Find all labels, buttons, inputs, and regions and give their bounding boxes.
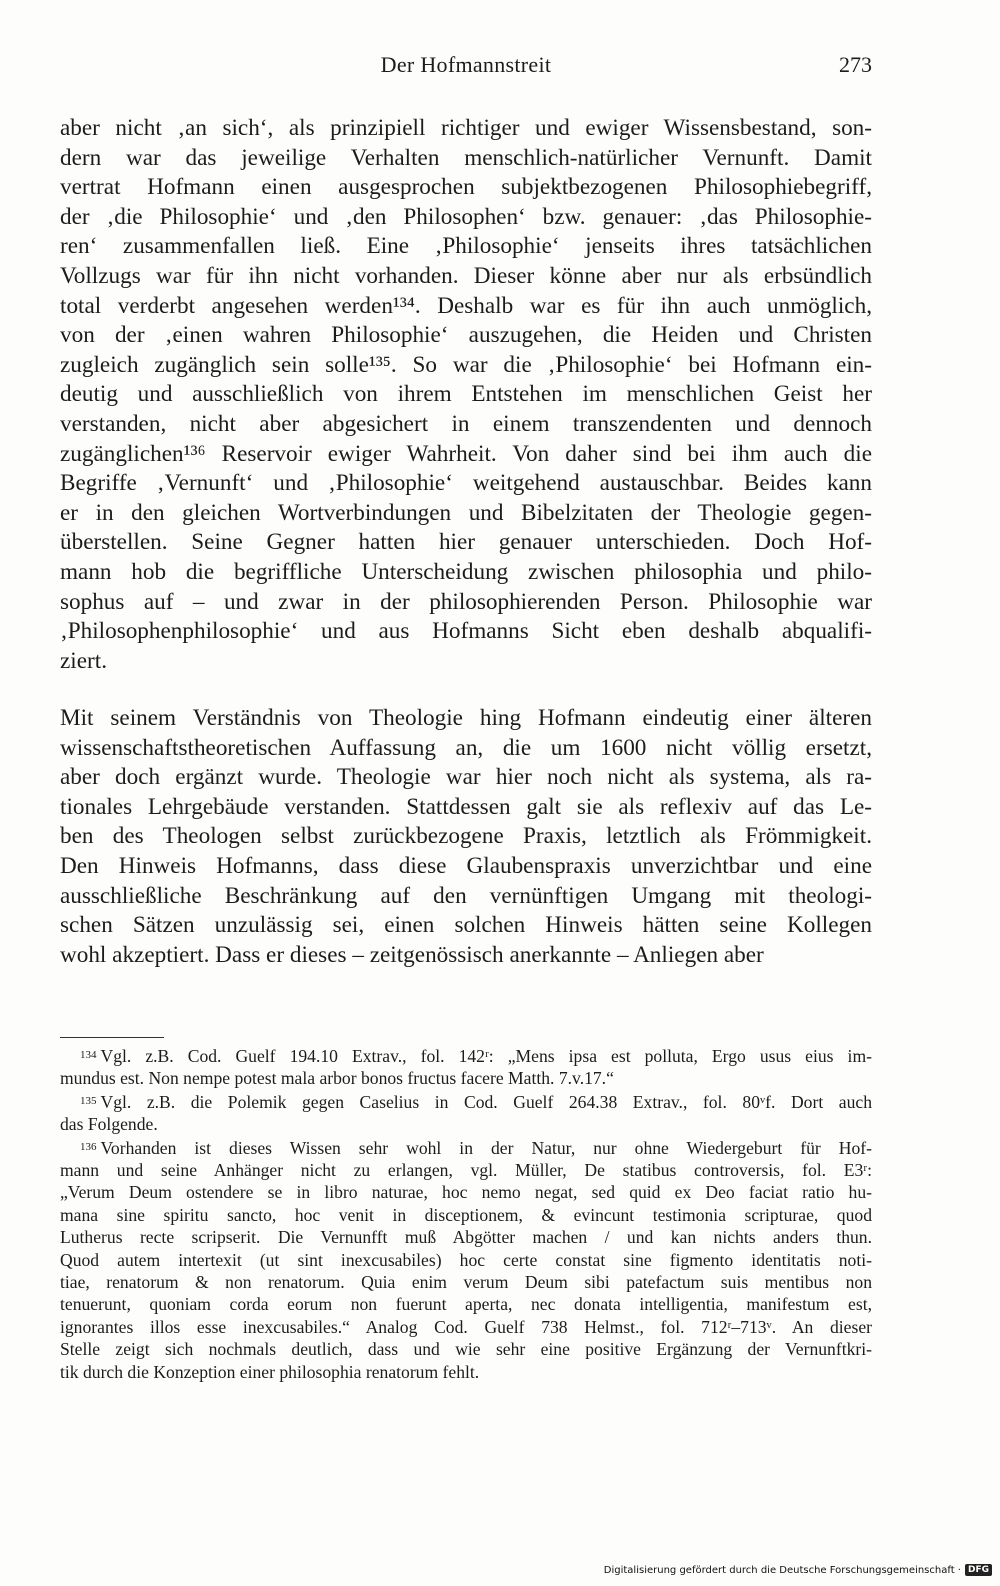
text-line: ‚Philosophenphilosophie‘ und aus Hofmanns Sicht eben deshalb abqualifi- (60, 618, 872, 645)
text-line: Begriffe ‚Vernunft‘ und ‚Philosophie‘ weitgehend austauschbar. Beides kann (60, 470, 872, 497)
text-line: überstellen. Seine Gegner hatten hier genauer unterschieden. Doch Hof- (60, 529, 872, 556)
footnote-text: mann und seine Anhänger nicht zu erlangen, vgl. Müller, De statibus controversis, fol. E3ʳ: (60, 1160, 872, 1181)
footnote-line (60, 1226, 872, 1248)
text-line: zugänglichen¹³⁶ Reservoir ewiger Wahrheit. Von daher sind bei ihm auch die (60, 440, 872, 467)
footer-text: Digitalisierung gefördert durch die Deutsche Forschungsgemeinschaft · (603, 1564, 961, 1576)
footnote-line (60, 1044, 872, 1067)
text-line: zugleich zugänglich sein solle¹³⁵. So war die ‚Philosophie‘ bei Hofmann ein- (60, 351, 872, 378)
text-line: aber nicht ‚an sich‘, als prinzipiell richtiger und ewiger Wissensbestand, son- (60, 115, 872, 141)
text-line: ausschließliche Beschränkung auf den vernünftigen Umgang mit theologi- (60, 882, 872, 909)
footnote-line (60, 1249, 872, 1271)
text-line: von der ‚einen wahren Philosophie‘ auszugehen, die Heiden und Christen (60, 322, 872, 349)
footnote-line (60, 1113, 872, 1135)
footnote-text: Vgl. z.B. die Polemik gegen Caselius in Cod. Guelf 264.38 Extrav., fol. 80ᵛf. Dort auch (100, 1091, 872, 1112)
footnote-line (60, 1338, 872, 1360)
footnote-text: tiae, renatorum & non renatorum. Quia enim verum Deum sibi patefactum suis mentibus non (60, 1272, 872, 1293)
footnote-text: tenuerunt, quoniam corda eorum non fuerunt aperta, nec donata intelligentia, manifestum est, (60, 1294, 872, 1315)
footnote-text: „Verum Deum ostendere se in libro naturae, hoc nemo negat, sed quid ex Deo faciat ratio hu- (60, 1182, 872, 1203)
text-line: mann hob die begriffliche Unterscheidung zwischen philosophia und philo- (60, 558, 872, 585)
text-line: aber doch ergänzt wurde. Theologie war hier noch nicht als systema, als ra- (60, 764, 872, 791)
footnote-line (60, 1293, 872, 1315)
footnote-text: Vgl. z.B. Cod. Guelf 194.10 Extrav., fol. 142ʳ: „Mens ipsa est polluta, Ergo usus eius im- (100, 1046, 872, 1066)
text-line: er in den gleichen Wortverbindungen und Bibelzitaten der Theologie gegen- (60, 499, 872, 526)
text-line: vertrat Hofmann einen ausgesprochen subjektbezogenen Philosophiebegriff, (60, 174, 872, 201)
running-head (60, 52, 872, 82)
footnote-text: mana sine spiritu sancto, hoc venit in disceptionem, & evincunt testimonia scripturae, quod (60, 1204, 872, 1225)
footnote-text: Vorhanden ist dieses Wissen sehr wohl in der Natur, nur ohne Wiedergeburt für Hof- (100, 1137, 872, 1158)
text-line: verstanden, nicht aber abgesichert in einem transzendenten und dennoch (60, 410, 872, 437)
footnote-line (60, 1136, 872, 1159)
digitization-footer (604, 1564, 992, 1576)
footnote-text: tik durch die Konzeption einer philosophia renatorum fehlt. (60, 1361, 480, 1382)
footnote-text: Lutherus recte scripserit. Die Vernunfft muß Abgötter machen / und kan nichts anders thun. (60, 1227, 872, 1248)
footnotes (60, 1044, 872, 1383)
footnote-line (60, 1159, 872, 1181)
footnote-number: 136 (80, 1140, 97, 1153)
footnote-text: Stelle zeigt sich nochmals deutlich, dass und wie sehr eine positive Ergänzung der Vernunftkri- (60, 1339, 872, 1360)
footnote-number: 134 (80, 1049, 97, 1061)
text-line: dern war das jeweilige Verhalten menschlich-natürlicher Vernunft. Damit (60, 144, 872, 171)
footnote-number: 135 (80, 1094, 97, 1107)
text-line: Den Hinweis Hofmanns, dass diese Glaubenspraxis unverzichtbar und eine (60, 852, 872, 879)
text-line: deutig und ausschließlich von ihrem Entstehen im menschlichen Geist her (60, 381, 872, 408)
text-line: Vollzugs war für ihn nicht vorhanden. Dieser könne aber nur als erbsündlich (60, 262, 872, 289)
footnote-text: Quod autem intertexit (ut sint inexcusabiles) hoc certe constat sine figmento identitatis noti- (60, 1249, 872, 1270)
text-line: wissenschaftstheoretischen Auffassung an, die um 1600 nicht völlig ersetzt, (60, 734, 872, 761)
page-number: 273 (839, 52, 872, 77)
text-line: schen Sätzen unzulässig sei, einen solchen Hinweis hätten seine Kollegen (60, 912, 872, 939)
footnote-separator (60, 1037, 164, 1038)
footnote-text: das Folgende. (60, 1114, 158, 1135)
text-line: ren‘ zusammenfallen ließ. Eine ‚Philosophie‘ jenseits ihres tatsächlichen (60, 233, 872, 260)
footnote-line (60, 1316, 872, 1338)
dfg-logo: DFG (965, 1564, 992, 1576)
paragraph-2 (60, 704, 872, 970)
text-line: ben des Theologen selbst zurückbezogene Praxis, letztlich als Frömmigkeit. (60, 823, 872, 850)
footnote-line (60, 1090, 872, 1113)
text-line: ziert. (60, 647, 107, 674)
text-line: total verderbt angesehen werden¹³⁴. Deshalb war es für ihn auch unmöglich, (60, 292, 872, 319)
text-line: sophus auf – und zwar in der philosophierenden Person. Philosophie war (60, 588, 872, 615)
footnote-line (60, 1067, 872, 1089)
running-title: Der Hofmannstreit (380, 52, 552, 77)
text-line: wohl akzeptiert. Dass er dieses – zeitgenössisch anerkannte – Anliegen aber (60, 941, 764, 968)
footnote-line (60, 1181, 872, 1203)
text-line: der ‚die Philosophie‘ und ‚den Philosophen‘ bzw. genauer: ‚das Philosophie- (60, 203, 872, 230)
footnote-line (60, 1204, 872, 1226)
text-line: tionales Lehrgebäude verstanden. Stattdessen galt sie als reflexiv auf das Le- (60, 793, 872, 820)
footnote-line (60, 1361, 872, 1383)
paragraph-1 (60, 114, 872, 676)
footnote-text: ignorantes illos esse inexcusabiles.“ Analog Cod. Guelf 738 Helmst., fol. 712ʳ–713ᵛ. An dieser (60, 1316, 872, 1337)
footnote-line (60, 1271, 872, 1293)
text-line: Mit seinem Verständnis von Theologie hing Hofmann eindeutig einer älteren (60, 705, 872, 731)
footnote-text: mundus est. Non nempe potest mala arbor bonos fructus facere Matth. 7.v.17.“ (60, 1068, 614, 1089)
